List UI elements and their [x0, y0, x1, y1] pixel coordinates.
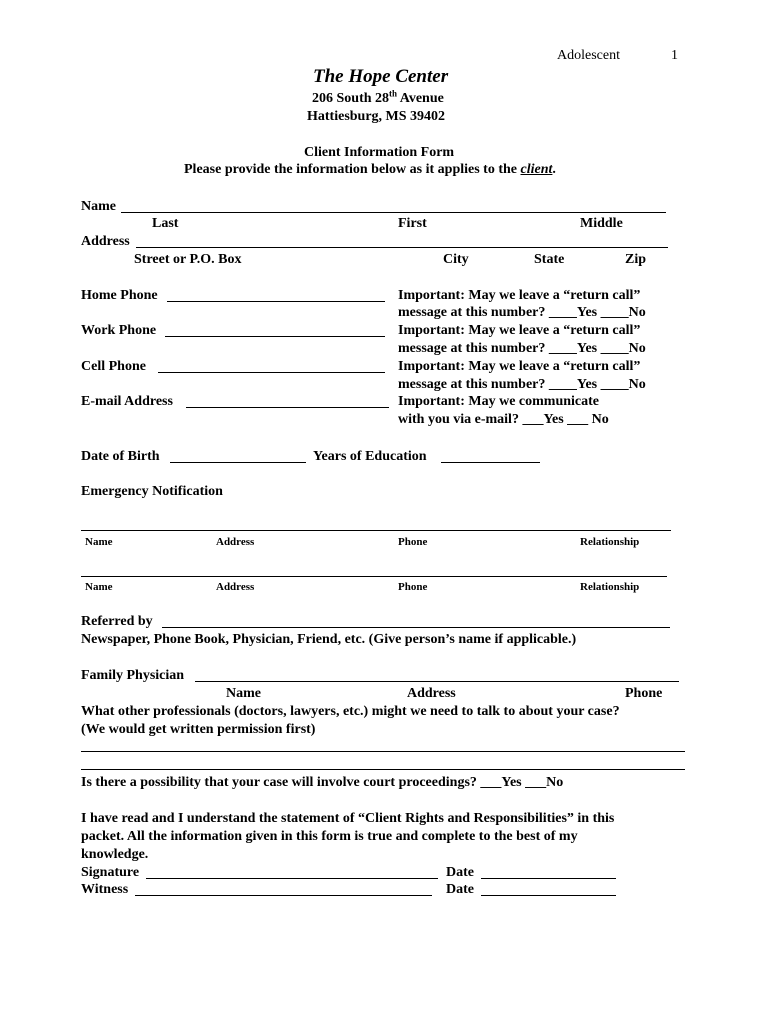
professionals-question: What other professionals (doctors, lawyers, etc.) might we need to talk to about your case?	[81, 704, 620, 719]
emergency-2-relationship-col: Relationship	[580, 581, 640, 593]
education-field[interactable]	[441, 462, 540, 463]
emergency-contact-1-field[interactable]	[81, 530, 671, 531]
middle-name-sublabel: Middle	[580, 216, 623, 231]
home-phone-field[interactable]	[167, 301, 385, 302]
cell-phone-label: Cell Phone	[81, 359, 146, 374]
statement-line-3: knowledge.	[81, 847, 149, 862]
running-head: Adolescent	[557, 48, 620, 63]
witness-label: Witness	[81, 882, 129, 897]
home-phone-message-question: Important: May we leave a “return call”	[398, 288, 641, 303]
work-phone-field[interactable]	[165, 336, 385, 337]
work-phone-message-yes-no[interactable]: message at this number? ____Yes ____No	[398, 341, 646, 356]
court-question[interactable]: Is there a possibility that your case will involve court proceedings? ___Yes ___No	[81, 775, 564, 790]
signature-field[interactable]	[146, 878, 438, 879]
statement-line-2: packet. All the information given in this form is true and complete to the best of my	[81, 829, 578, 844]
org-name: The Hope Center	[313, 66, 449, 87]
cell-phone-message-yes-no[interactable]: message at this number? ____Yes ____No	[398, 377, 646, 392]
email-label: E-mail Address	[81, 394, 173, 409]
professionals-field-line-2[interactable]	[81, 769, 685, 770]
signature-date-field[interactable]	[481, 878, 616, 879]
form-title: Client Information Form	[304, 145, 455, 160]
witness-field[interactable]	[135, 895, 432, 896]
home-phone-message-yes-no[interactable]: message at this number? ____Yes ____No	[398, 305, 646, 320]
cell-phone-field[interactable]	[158, 372, 385, 373]
referred-by-field[interactable]	[162, 627, 670, 628]
street-sublabel: Street or P.O. Box	[134, 252, 242, 267]
last-name-sublabel: Last	[152, 216, 179, 231]
signature-date-label: Date	[446, 865, 474, 880]
emergency-1-phone-col: Phone	[398, 536, 428, 548]
page-number: 1	[671, 48, 678, 63]
physician-address-sublabel: Address	[407, 686, 456, 701]
emergency-1-address-col: Address	[216, 536, 255, 548]
family-physician-field[interactable]	[195, 681, 679, 682]
address-field[interactable]	[136, 247, 668, 248]
email-field[interactable]	[186, 407, 389, 408]
education-label: Years of Education	[313, 449, 427, 464]
city-sublabel: City	[443, 252, 469, 267]
physician-phone-sublabel: Phone	[625, 686, 663, 701]
emergency-heading: Emergency Notification	[81, 484, 223, 499]
zip-sublabel: Zip	[625, 252, 647, 267]
form-instructions: Please provide the information below as it applies to the client.	[184, 162, 556, 177]
emergency-1-relationship-col: Relationship	[580, 536, 640, 548]
professionals-field-line-1[interactable]	[81, 751, 685, 752]
state-sublabel: State	[534, 252, 565, 267]
email-question: Important: May we communicate	[398, 394, 600, 409]
referral-hint: Newspaper, Phone Book, Physician, Friend, etc. (Give person’s name if applicable.)	[81, 632, 577, 647]
home-phone-label: Home Phone	[81, 288, 158, 303]
work-phone-label: Work Phone	[81, 323, 157, 338]
emergency-contact-2-field[interactable]	[81, 576, 667, 577]
professionals-note: (We would get written permission first)	[81, 722, 316, 737]
emergency-2-address-col: Address	[216, 581, 255, 593]
referred-by-label: Referred by	[81, 614, 153, 629]
witness-date-label: Date	[446, 882, 474, 897]
emergency-2-phone-col: Phone	[398, 581, 428, 593]
first-name-sublabel: First	[398, 216, 427, 231]
name-field[interactable]	[121, 212, 666, 213]
org-city-address: Hattiesburg, MS 39402	[307, 109, 446, 124]
witness-date-field[interactable]	[481, 895, 616, 896]
dob-label: Date of Birth	[81, 449, 160, 464]
statement-line-1: I have read and I understand the statement of “Client Rights and Responsibilities” in this	[81, 811, 615, 826]
email-yes-no[interactable]: with you via e-mail? ___Yes ___ No	[398, 412, 609, 427]
physician-name-sublabel: Name	[226, 686, 261, 701]
name-label: Name	[81, 199, 116, 214]
emergency-2-name-col: Name	[85, 581, 113, 593]
signature-label: Signature	[81, 865, 140, 880]
family-physician-label: Family Physician	[81, 668, 185, 683]
dob-field[interactable]	[170, 462, 306, 463]
emergency-1-name-col: Name	[85, 536, 113, 548]
work-phone-message-question: Important: May we leave a “return call”	[398, 323, 641, 338]
org-street-address: 206 South 28th Avenue	[312, 88, 444, 106]
cell-phone-message-question: Important: May we leave a “return call”	[398, 359, 641, 374]
address-label: Address	[81, 234, 130, 249]
